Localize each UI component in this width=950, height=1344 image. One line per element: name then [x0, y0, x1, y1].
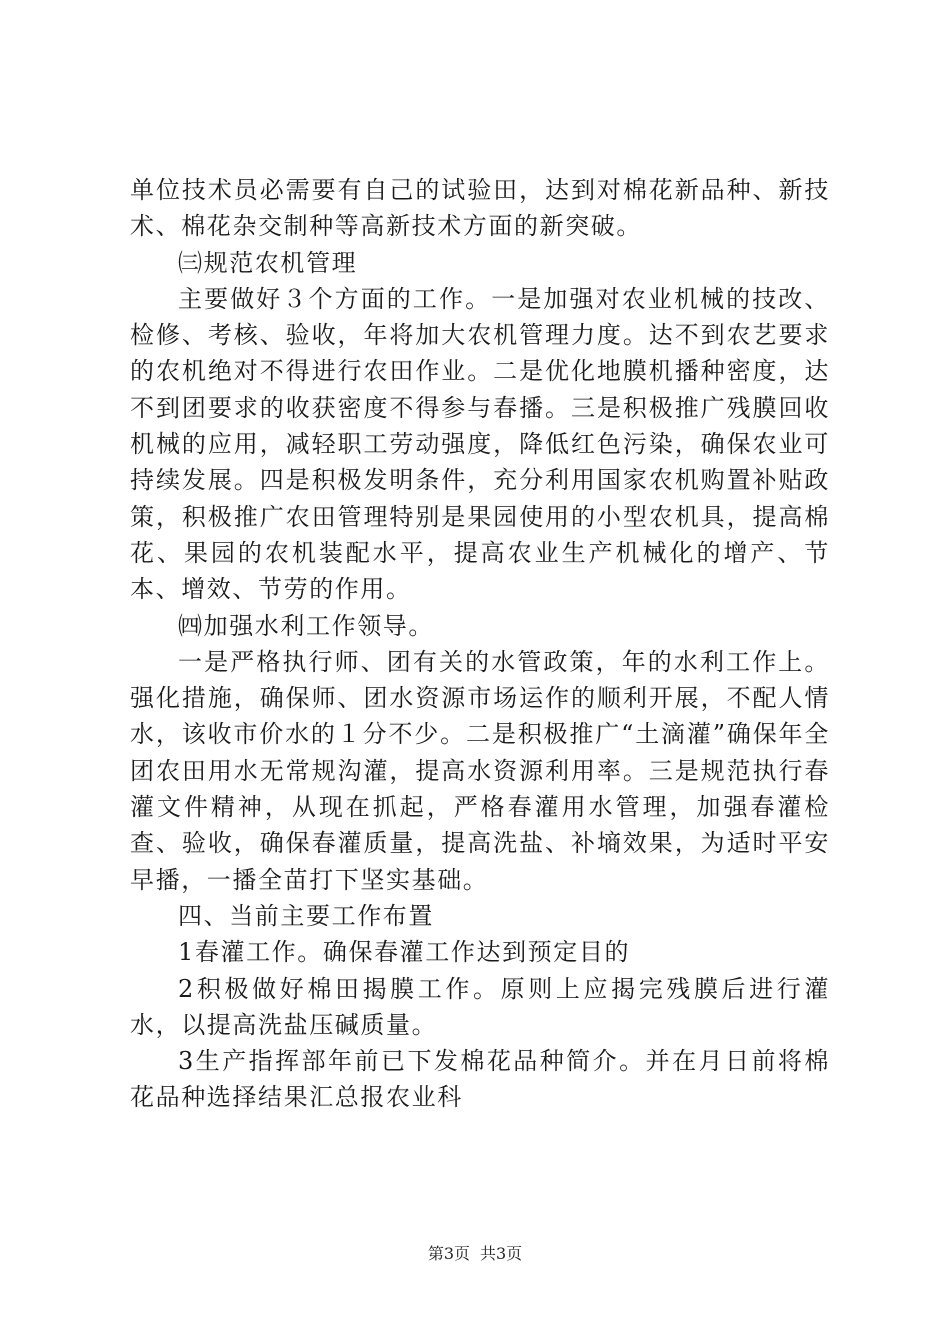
section-heading-farm-machinery: ㈢规范农机管理: [178, 248, 358, 277]
list-item-spring-irrigation: 1春灌工作。确保春灌工作达到预定目的: [178, 938, 631, 967]
paragraph-water-conservancy: 一是严格执行师、团有关的水管政策，年的水利工作上。强化措施，确保师、团水资源市场运作的顺利开展，不配人情水，该收市价水的１分不少。二是积极推广“土滴灌”确保年全团农田用水无常规沟灌，提高水资源利用率。三是规范执行春灌文件精神，从现在抓起，严格春灌用水管理，加强春灌检查、验收，确保春灌质量，提高洗盐、补墒效果，为适时平安早播，一播全苗打下坚实基础。: [130, 647, 830, 894]
section-heading-water-conservancy: ㈣加强水利工作领导。: [178, 611, 434, 640]
page-footer: [0, 1244, 950, 1264]
page-number-total: 共3页: [480, 1244, 523, 1263]
page-number-current: 第3页: [427, 1244, 470, 1263]
paragraph-continuation: 单位技术员必需要有自己的试验田，达到对棉花新品种、新技术、棉花杂交制种等高新技术方面的新突破。: [130, 176, 830, 241]
document-body: [130, 172, 830, 1116]
list-item-cotton-variety: 3生产指挥部年前已下发棉花品种简介。并在月日前将棉花品种选择结果汇总报农业科: [130, 1047, 830, 1112]
list-item-film-removal: 2积极做好棉田揭膜工作。原则上应揭完残膜后进行灌水，以提高洗盐压碱质量。: [130, 974, 830, 1039]
section-heading-current-work: 四、当前主要工作布置: [178, 901, 434, 930]
paragraph-farm-machinery: 主要做好３个方面的工作。一是加强对农业机械的技改、检修、考核、验收，年将加大农机管理力度。达不到农艺要求的农机绝对不得进行农田作业。二是优化地膜机播种密度，达不到团要求的收获密度不得参与春播。三是积极推广残膜回收机械的应用，减轻职工劳动强度，降低红色污染，确保农业可持续发展。四是积极发明条件，充分利用国家农机购置补贴政策，积极推广农田管理特别是果园使用的小型农机具，提高棉花、果园的农机装配水平，提高农业生产机械化的增产、节本、增效、节劳的作用。: [130, 284, 830, 604]
